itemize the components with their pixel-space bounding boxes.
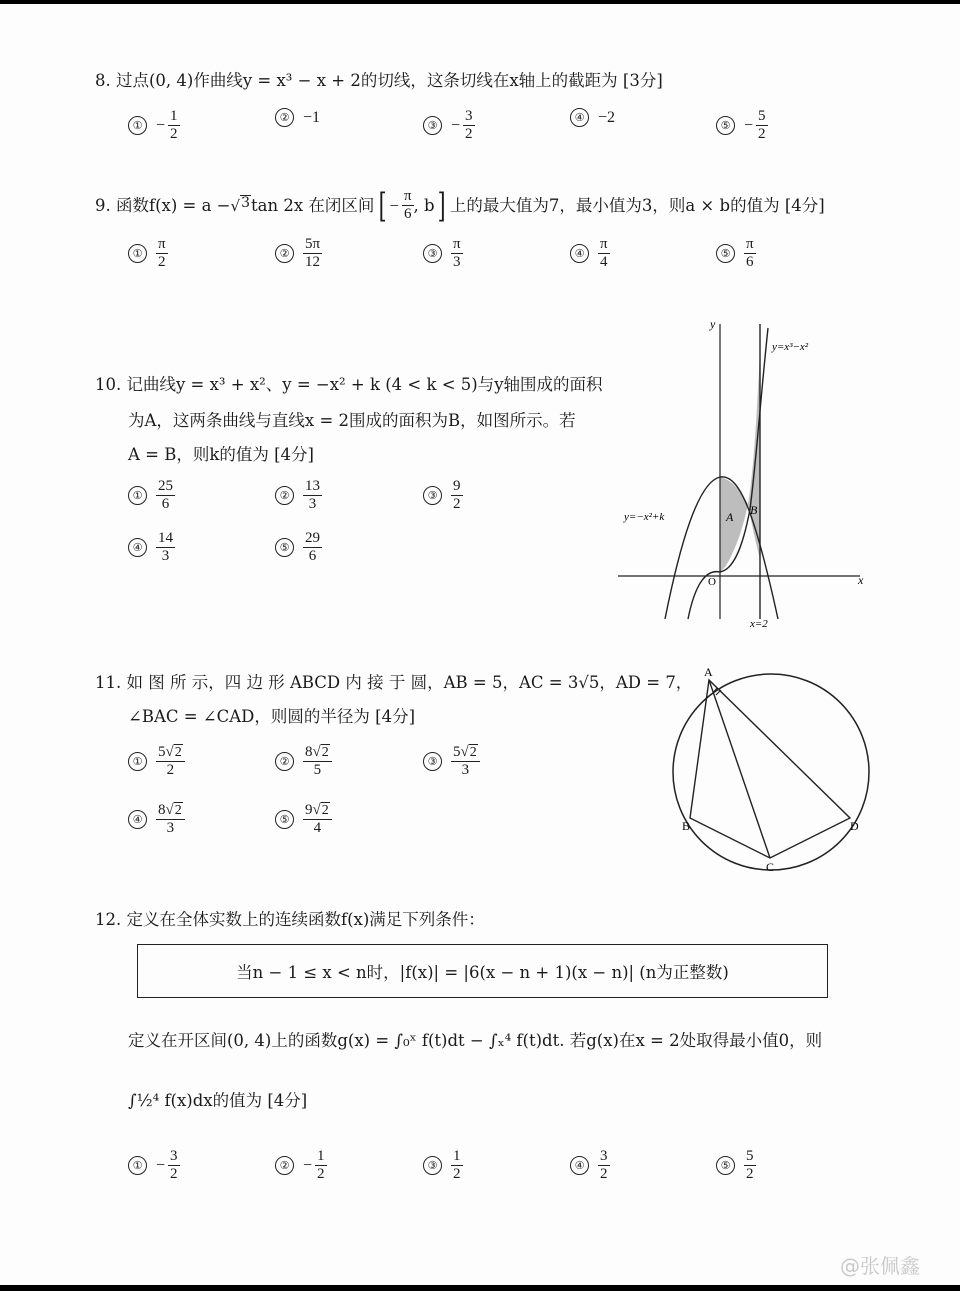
q12-line2: 定义在开区间(0, 4)上的函数g(x) = ∫₀ˣ f(t)dt − ∫ₓ⁴ f(t)dt. 若g(x)在x = 2处取得最小值0，则 [128, 1031, 823, 1050]
q9-option-4 [570, 236, 610, 271]
option-denominator: 6 [746, 254, 754, 270]
option-mark: ④ [570, 108, 589, 127]
option-radical [313, 802, 330, 819]
option-denominator: 6 [161, 496, 170, 512]
region-b-shade [748, 354, 760, 559]
option-radicand: 2 [174, 803, 182, 818]
q10-option-2 [275, 478, 322, 513]
option-mark: ④ [128, 538, 147, 557]
q9-stem [95, 185, 825, 226]
option-coefficient: 8 [158, 802, 166, 818]
q12-option-1 [128, 1148, 180, 1183]
option-mark: ⑤ [275, 810, 294, 829]
q10-option-4 [128, 530, 175, 565]
option-value: −2 [598, 108, 616, 126]
radical-sign: √ [165, 802, 174, 818]
q9-stem-a: 9. 函数f(x) = a − [95, 195, 231, 215]
option-fraction [451, 236, 463, 271]
option-coefficient: 8 [305, 744, 313, 760]
option-fraction [303, 478, 322, 513]
option-fraction [756, 108, 768, 143]
option-denominator: 2 [453, 1166, 461, 1182]
q8-option-4 [570, 108, 615, 127]
option-numerator: 1 [317, 1148, 325, 1164]
option-mark: ⑤ [275, 538, 294, 557]
option-fraction [156, 744, 185, 779]
quad-edges [690, 680, 850, 858]
graph-x2-label: x=2 [750, 618, 768, 630]
q9-option-5 [716, 236, 756, 271]
option-numerator: 3 [465, 108, 473, 124]
q11-line2: ∠BAC = ∠CAD，则圆的半径为 [4分] [128, 707, 416, 726]
q12-option-4 [570, 1148, 610, 1183]
option-denominator: 2 [758, 126, 766, 142]
q11-option-3 [423, 744, 480, 779]
vertex-d: D [850, 819, 859, 833]
option-mark: ⑤ [716, 116, 735, 135]
option-numerator: 3 [170, 1148, 178, 1164]
option-denominator: 3 [161, 548, 170, 564]
option-mark: ④ [570, 1156, 589, 1175]
option-denominator: 3 [453, 254, 461, 270]
q9-stem-c: 上的最大值为7，最小值为3，则a × b的值为 [4分] [449, 195, 825, 215]
option-fraction [303, 236, 322, 271]
q9-stem-b: tan 2x 在闭区间 [250, 195, 375, 215]
option-sign: − [156, 116, 166, 134]
option-mark: ② [275, 486, 294, 505]
option-numerator: 1 [170, 108, 178, 124]
option-numerator [303, 802, 332, 820]
option-numerator [451, 744, 480, 762]
option-fraction [598, 1148, 610, 1183]
option-numerator [156, 802, 185, 820]
option-numerator: 9 [453, 478, 461, 494]
option-numerator: 25 [158, 478, 173, 494]
q12-condition: 当n − 1 ≤ x < n时，|f(x)| = |6(x − n + 1)(x − n)| (n为正整数) [236, 963, 729, 982]
option-denominator: 3 [166, 820, 175, 836]
option-mark: ③ [423, 752, 442, 771]
q8-option-1 [128, 108, 180, 143]
option-mark: ④ [128, 810, 147, 829]
q11-option-5 [275, 802, 332, 837]
option-mark: ① [128, 116, 147, 135]
option-fraction [451, 744, 480, 779]
option-numerator [156, 744, 185, 762]
option-mark: ① [128, 244, 147, 263]
q11-option-4 [128, 802, 185, 837]
q12-line3: ∫½⁴ f(x)dx的值为 [4分] [128, 1091, 308, 1110]
option-fraction [303, 744, 332, 779]
option-mark: ④ [570, 244, 589, 263]
option-numerator: 1 [453, 1148, 461, 1164]
option-denominator: 3 [308, 496, 317, 512]
option-fraction [156, 530, 175, 565]
q11-line1: 11. 如 图 所 示，四 边 形 ABCD 内 接 于 圆，AB = 5，AC = 3√5，AD = 7， [95, 673, 693, 692]
q11-option-2 [275, 744, 332, 779]
option-denominator: 2 [317, 1166, 325, 1182]
q9-sqrt3: √ 3 [230, 194, 250, 215]
option-sign: − [156, 1156, 166, 1174]
q9-option-1 [128, 236, 168, 271]
option-radicand: 2 [469, 745, 477, 760]
radical-sign: √ [460, 744, 469, 760]
radical-sign: √ [165, 744, 174, 760]
option-numerator: π [158, 236, 166, 252]
q9-option-2 [275, 236, 322, 271]
option-denominator: 2 [453, 496, 461, 512]
option-fraction [744, 236, 756, 271]
q12-option-3 [423, 1148, 463, 1183]
option-denominator: 12 [305, 254, 321, 270]
option-coefficient: 9 [305, 802, 313, 818]
exam-page [0, 4, 960, 1285]
option-radicand: 2 [321, 745, 329, 760]
option-radical [313, 744, 330, 761]
option-denominator: 2 [170, 1166, 178, 1182]
region-a-shade [720, 477, 748, 572]
option-numerator: 13 [305, 478, 320, 494]
option-sign: − [451, 116, 461, 134]
option-fraction [303, 530, 322, 565]
option-numerator: π [453, 236, 461, 252]
option-fraction [451, 1148, 463, 1183]
option-mark: ② [275, 752, 294, 771]
option-radicand: 2 [321, 803, 329, 818]
option-denominator: 4 [600, 254, 608, 270]
option-radical [166, 744, 183, 761]
q12-option-2 [275, 1148, 327, 1183]
option-fraction [744, 1148, 756, 1183]
graph-y-label: y [710, 317, 716, 331]
option-denominator: 3 [461, 762, 470, 778]
option-numerator: 29 [305, 530, 320, 546]
q10-option-1 [128, 478, 175, 513]
option-radicand: 2 [174, 745, 182, 760]
vertex-c: C [766, 860, 775, 874]
circumcircle [673, 674, 869, 870]
option-coefficient: 5 [158, 744, 166, 760]
q9-interval: [ − $\frac{\pi}{6}$ , b ] [379, 185, 446, 226]
option-sign: − [303, 1156, 313, 1174]
q8-stem: 8. 过点(0, 4)作曲线y = x³ − x + 2的切线，这条切线在x轴上的截距为 [3分] [95, 71, 663, 90]
option-value: −1 [303, 108, 321, 126]
vertex-b: B [682, 819, 691, 833]
option-mark: ① [128, 486, 147, 505]
q10-line2: 为A，这两条曲线与直线x = 2围成的面积为B，如图所示。若 [128, 411, 576, 430]
option-numerator: 5π [305, 236, 321, 252]
q10-option-5 [275, 530, 322, 565]
option-numerator [303, 744, 332, 762]
option-radical [461, 744, 478, 761]
option-mark: ③ [423, 116, 442, 135]
option-fraction [168, 1148, 180, 1183]
option-fraction [156, 802, 185, 837]
watermark: @张佩鑫 [840, 1254, 920, 1278]
q8-option-3 [423, 108, 475, 143]
option-numerator: 5 [758, 108, 766, 124]
option-mark: ⑤ [716, 244, 735, 263]
option-mark: ② [275, 1156, 294, 1175]
option-mark: ② [275, 108, 294, 127]
q10-line1: 10. 记曲线y = x³ + x²、y = −x² + k (4 < k < 5)与y轴围成的面积 [95, 375, 603, 394]
option-fraction [168, 108, 180, 143]
option-denominator: 2 [746, 1166, 754, 1182]
option-mark: ① [128, 1156, 147, 1175]
q12-line1: 12. 定义在全体实数上的连续函数f(x)满足下列条件： [95, 910, 485, 929]
option-denominator: 6 [308, 548, 317, 564]
option-mark: ③ [423, 244, 442, 263]
option-fraction [463, 108, 475, 143]
graph-x-label: x [858, 573, 864, 587]
option-fraction [315, 1148, 327, 1183]
option-fraction [156, 236, 168, 271]
vertex-a: A [704, 665, 713, 679]
option-coefficient: 5 [453, 744, 461, 760]
option-denominator: 2 [170, 126, 178, 142]
option-mark: ① [128, 752, 147, 771]
option-fraction [156, 478, 175, 513]
q8-option-2 [275, 108, 320, 127]
q10-option-3 [423, 478, 463, 513]
q8-option-5 [716, 108, 768, 143]
option-mark: ② [275, 244, 294, 263]
q10-line3: A = B，则k的值为 [4分] [128, 445, 314, 464]
option-numerator: 5 [746, 1148, 754, 1164]
option-numerator: π [746, 236, 754, 252]
graph-parabola-label: y=−x²+k [624, 511, 665, 523]
option-mark: ③ [423, 486, 442, 505]
option-radical [166, 802, 183, 819]
graph-region-a-label: A [726, 510, 734, 524]
q12-condition-box [137, 944, 828, 998]
option-denominator: 2 [600, 1166, 608, 1182]
option-mark: ③ [423, 1156, 442, 1175]
q11-circle-figure [660, 664, 890, 879]
option-denominator: 2 [158, 254, 166, 270]
q11-option-1 [128, 744, 185, 779]
radical-sign: √ [312, 744, 321, 760]
option-fraction [598, 236, 610, 271]
option-denominator: 5 [313, 762, 322, 778]
option-denominator: 4 [313, 820, 322, 836]
option-sign: − [744, 116, 754, 134]
option-denominator: 2 [465, 126, 473, 142]
option-mark: ⑤ [716, 1156, 735, 1175]
q10-graph [610, 314, 870, 634]
q9-option-3 [423, 236, 463, 271]
radical-sign: √ [312, 802, 321, 818]
option-fraction [451, 478, 463, 513]
option-denominator: 2 [166, 762, 175, 778]
q12-option-5 [716, 1148, 756, 1183]
option-numerator: 14 [158, 530, 173, 546]
graph-region-b-label: B [750, 503, 758, 517]
option-numerator: π [600, 236, 608, 252]
option-numerator: 3 [600, 1148, 608, 1164]
graph-cubic-label: y=x³−x² [772, 341, 809, 353]
graph-origin-label: O [708, 576, 716, 588]
option-fraction [303, 802, 332, 837]
